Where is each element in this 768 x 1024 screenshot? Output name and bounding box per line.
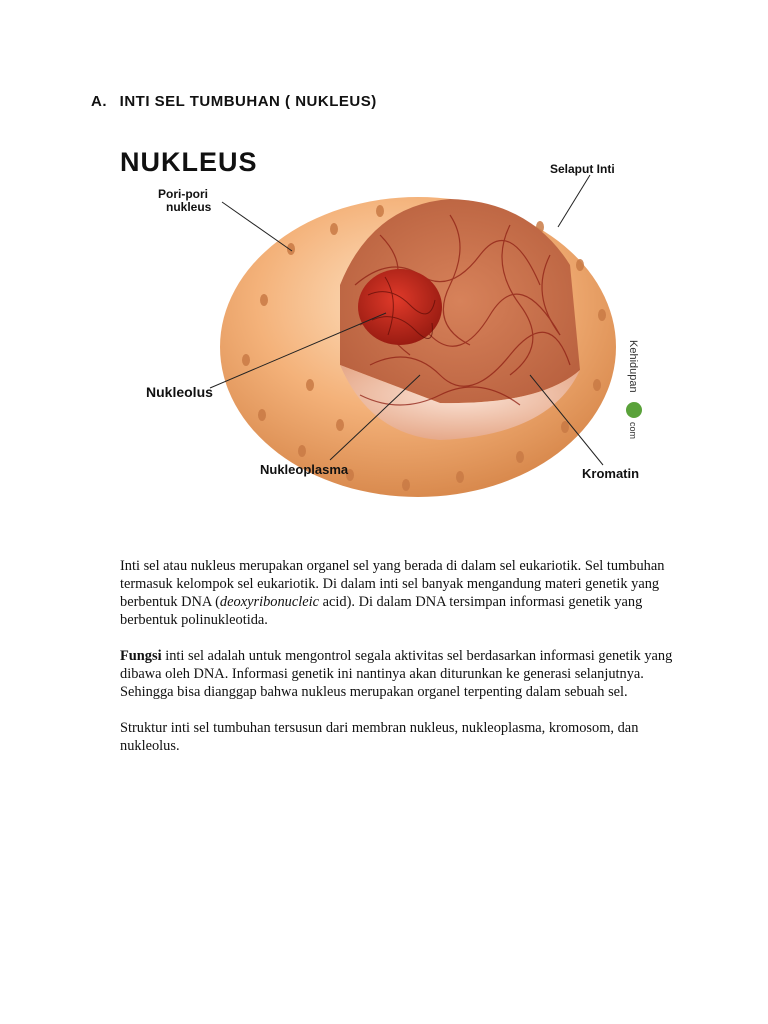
body-text [120, 557, 680, 773]
label-pori-line1: Pori-pori [158, 187, 208, 201]
label-nukleoplasma: Nukleoplasma [260, 462, 349, 477]
label-kromatin: Kromatin [582, 466, 640, 481]
watermark-text: Kehidupan [627, 340, 639, 393]
diagram-title: NUKLEUS [120, 147, 258, 177]
label-nukleolus: Nukleolus [146, 384, 213, 400]
label-selaput-inti: Selaput Inti [550, 162, 615, 176]
section-heading [91, 93, 377, 110]
nucleus-diagram [110, 135, 680, 510]
watermark [626, 340, 642, 439]
heading-number: A. [91, 93, 107, 110]
paragraph-2: Fungsi inti sel adalah untuk mengontrol segala aktivitas sel berdasarkan informasi genetik yang dibawa oleh DNA. Informasi genetik ini nantinya akan diturunkan ke generasi selanjutnya. Sehingga bisa dianggap bahwa nukleus merupakan organel terpenting dalam sebuah sel. [120, 648, 673, 700]
nucleus-illustration [110, 135, 680, 510]
watermark-leaf-icon [626, 402, 642, 418]
label-pori [158, 187, 212, 214]
heading-text: INTI SEL TUMBUHAN ( NUKLEUS) [119, 93, 377, 110]
label-pori-line2: nukleus [166, 200, 212, 214]
paragraph-3: Struktur inti sel tumbuhan tersusun dari membran nukleus, nukleoplasma, kromosom, dan nukleolus. [120, 720, 639, 754]
paragraph-1: Inti sel atau nukleus merupakan organel sel yang berada di dalam sel eukariotik. Sel tumbuhan termasuk kelompok sel eukariotik. Di dalam inti sel banyak mengandung materi genetik yang berbentuk DNA (deoxyribonucleic acid). Di dalam DNA tersimpan informasi genetik yang berbentuk polinukleotida. [120, 558, 665, 628]
fungsi-bold: Fungsi [120, 648, 162, 664]
watermark-com: com [628, 422, 638, 440]
dna-term-italic: deoxyribonucleic [219, 594, 320, 610]
nucleolus-shape [358, 269, 442, 345]
